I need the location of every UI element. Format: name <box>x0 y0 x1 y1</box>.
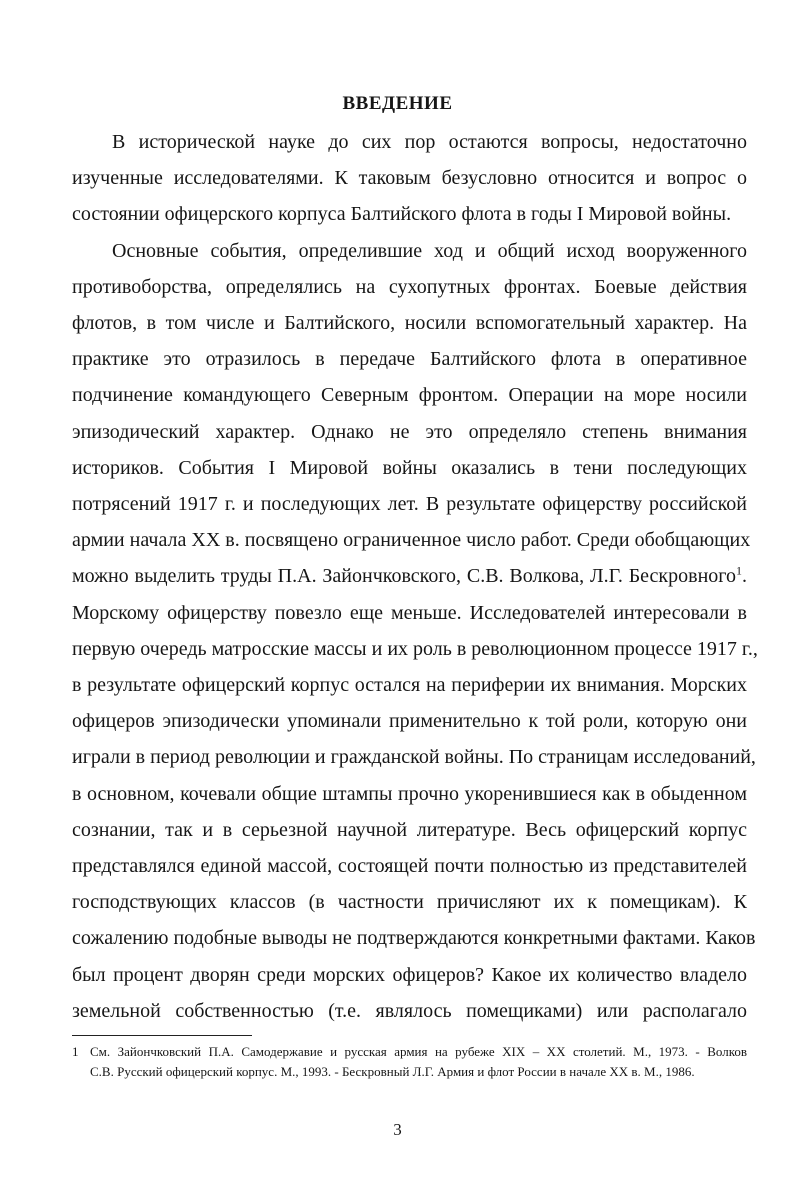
paragraph-2 <box>72 233 758 1029</box>
text-line: сознании, так и в серьезной научной литературе. Весь офицерский корпус <box>72 818 747 841</box>
text-line: Основные события, определившие ход и общий исход вооруженного <box>112 239 747 262</box>
footnote-reference[interactable]: 1 <box>736 563 742 578</box>
page-number: 3 <box>393 1120 402 1139</box>
text-line: армии начала XX в. посвящено ограниченное число работ. Среди обобщающих <box>72 529 751 552</box>
footnote-number: 1 <box>72 1044 79 1059</box>
text-line: практике это отразилось в передаче Балтийского флота в оперативное <box>72 348 747 371</box>
text-line: играли в период революции и гражданской войны. По страницам исследований, <box>72 746 756 769</box>
footnote-line: С.В. Русский офицерский корпус. М., 1993. - Бескровный Л.Г. Армия и флот России в начале XX в. М., 1986. <box>90 1064 695 1079</box>
body-text <box>72 124 758 1029</box>
text-line: представлялся единой массой, состоящей почти полностью из представителей <box>72 855 747 878</box>
text-line: первую очередь матросские массы и их роль в революционном процессе 1917 г., <box>72 637 758 660</box>
text-line: историков. События I Мировой войны оказались в тени последующих <box>72 456 747 479</box>
text-line: изученные исследователями. К таковым безусловно относится и вопрос о <box>72 167 747 190</box>
text-line: противоборства, определялись на сухопутных фронтах. Боевые действия <box>72 275 747 298</box>
text-line: потрясений 1917 г. и последующих лет. В результате офицерству российской <box>72 493 747 516</box>
text-line: флотов, в том числе и Балтийского, носили вспомогательный характер. На <box>72 312 747 335</box>
page-heading: ВВЕДЕНИЕ <box>342 93 453 114</box>
text-line: состоянии офицерского корпуса Балтийского флота в годы I Мировой войны. <box>72 203 732 226</box>
text-line: В исторической науке до сих пор остаются вопросы, недостаточно <box>112 131 747 153</box>
text-line: господствующих классов (в частности причисляют их к помещикам). К <box>72 891 747 914</box>
text-line: в результате офицерский корпус остался на периферии их внимания. Морских <box>72 674 747 697</box>
text-line-with-footnote <box>72 558 747 594</box>
paragraph-1 <box>72 124 747 233</box>
text-line: сожалению подобные выводы не подтверждаются конкретными фактами. Каков <box>72 927 756 950</box>
text-line: в основном, кочевали общие штампы прочно укоренившиеся как в обыденном <box>72 782 747 805</box>
text-line: был процент дворян среди морских офицеров? Какое их количество владело <box>72 963 747 986</box>
text-line: земельной собственностью (т.е. являлось помещиками) или располагало <box>72 999 747 1022</box>
text-line: Морскому офицерству повезло еще меньше. Исследователей интересовали в <box>72 601 747 624</box>
text-line: можно выделить труды П.А. Зайончковского, С.В. Волкова, Л.Г. Бескровного <box>72 565 736 588</box>
text-line: эпизодический характер. Однако не это определяло степень внимания <box>72 420 747 443</box>
footnote-divider <box>72 1035 252 1036</box>
footnote-text: См. Зайончковский П.А. Самодержавие и русская армия на рубеже XIX – XX столетий. М., 1973. - Волков <box>90 1044 747 1059</box>
text-line: подчинение командующего Северным фронтом. Операции на море носили <box>72 384 747 407</box>
text-line: офицеров эпизодически упоминали применительно к той роли, которую они <box>72 710 747 733</box>
footnote <box>72 1042 747 1082</box>
footnote-line <box>72 1042 747 1062</box>
footnote-marker-suffix: . <box>742 565 747 588</box>
